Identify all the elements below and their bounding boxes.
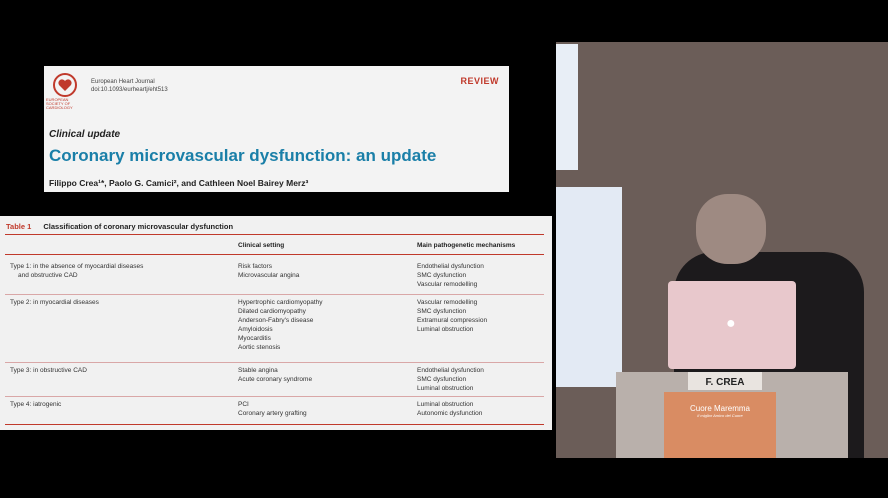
heart-logo-icon [50, 72, 80, 98]
row-setting: Stable angina [238, 367, 278, 374]
laptop [668, 281, 796, 369]
journal-info [91, 78, 168, 94]
row-mechanism: Endothelial dysfunction [417, 367, 484, 374]
journal-name: European Heart Journal [91, 79, 155, 85]
row-mechanism: Vascular remodelling [417, 281, 478, 288]
poster-subtitle: Il miglior Amico del Cuore [697, 413, 743, 418]
row-type: Type 3: in obstructive CAD [10, 367, 87, 374]
row-mechanism: SMC dysfunction [417, 308, 467, 315]
paper-title: Coronary microvascular dysfunction: an update [49, 146, 437, 165]
paper-authors: Filippo Crea¹*, Paolo G. Camici², and Cathleen Noel Bairey Merz³ [49, 178, 309, 188]
row-mechanism: Luminal obstruction [417, 326, 474, 333]
speaker-nameplate [688, 372, 762, 390]
row-setting: Myocarditis [238, 335, 271, 342]
row-mechanism: Endothelial dysfunction [417, 263, 484, 270]
row-setting: Dilated cardiomyopathy [238, 308, 306, 315]
row-type: Type 1: in the absence of myocardial diseases [10, 263, 144, 270]
nameplate-text: F. CREA [705, 377, 745, 388]
row-mechanism: SMC dysfunction [417, 376, 467, 383]
row-mechanism: Luminal obstruction [417, 401, 474, 408]
row-setting: PCI [238, 401, 249, 408]
row-type: Type 2: in myocardial diseases [10, 299, 99, 306]
row-setting: Aortic stenosis [238, 344, 281, 351]
table-title: Classification of coronary microvascular dysfunction [43, 222, 234, 231]
table-header-rule [5, 254, 544, 255]
logo-text: EUROPEAN SOCIETY OF CARDIOLOGY [46, 97, 73, 110]
row-mechanism: Extramural compression [417, 317, 488, 324]
poster-title: Cuore Maremma [689, 404, 750, 413]
row-separator [5, 362, 544, 363]
row-setting: Risk factors [238, 263, 272, 270]
header-mechanisms: Main pathogenetic mechanisms [417, 242, 516, 249]
classification-table [0, 216, 552, 430]
section-label: Clinical update [49, 129, 121, 140]
table-top-rule [5, 234, 544, 235]
row-setting: Acute coronary syndrome [238, 376, 313, 383]
row-setting: Hypertrophic cardiomyopathy [238, 299, 323, 306]
table-caption [6, 222, 233, 231]
row-mechanism: Autonomic dysfunction [417, 410, 483, 417]
event-poster [664, 392, 776, 458]
header-clinical-setting: Clinical setting [238, 242, 285, 249]
speaker-head [696, 194, 766, 264]
row-mechanism: Vascular remodelling [417, 299, 478, 306]
table-number: Table 1 [6, 222, 32, 231]
row-setting: Microvascular angina [238, 272, 300, 279]
row-type: Type 4: iatrogenic [10, 401, 62, 408]
row-mechanism: SMC dysfunction [417, 272, 467, 279]
projection-screen-right [556, 187, 622, 387]
row-setting: Amyloidosis [238, 326, 273, 333]
journal-doi: doi:10.1093/eurheartj/eht513 [91, 87, 168, 93]
row-separator [5, 294, 544, 295]
row-type: and obstructive CAD [18, 272, 78, 279]
apple-logo-icon: ● [726, 315, 736, 332]
presentation-slide [0, 40, 556, 458]
row-setting: Coronary artery grafting [238, 410, 307, 417]
projection-screen-left [556, 44, 578, 170]
row-mechanism: Luminal obstruction [417, 385, 474, 392]
table-bottom-rule [5, 424, 544, 425]
row-setting: Anderson-Fabry's disease [238, 317, 314, 324]
review-badge: REVIEW [460, 76, 499, 86]
paper-header [44, 66, 509, 192]
stage-scene [556, 42, 888, 458]
row-separator [5, 396, 544, 397]
